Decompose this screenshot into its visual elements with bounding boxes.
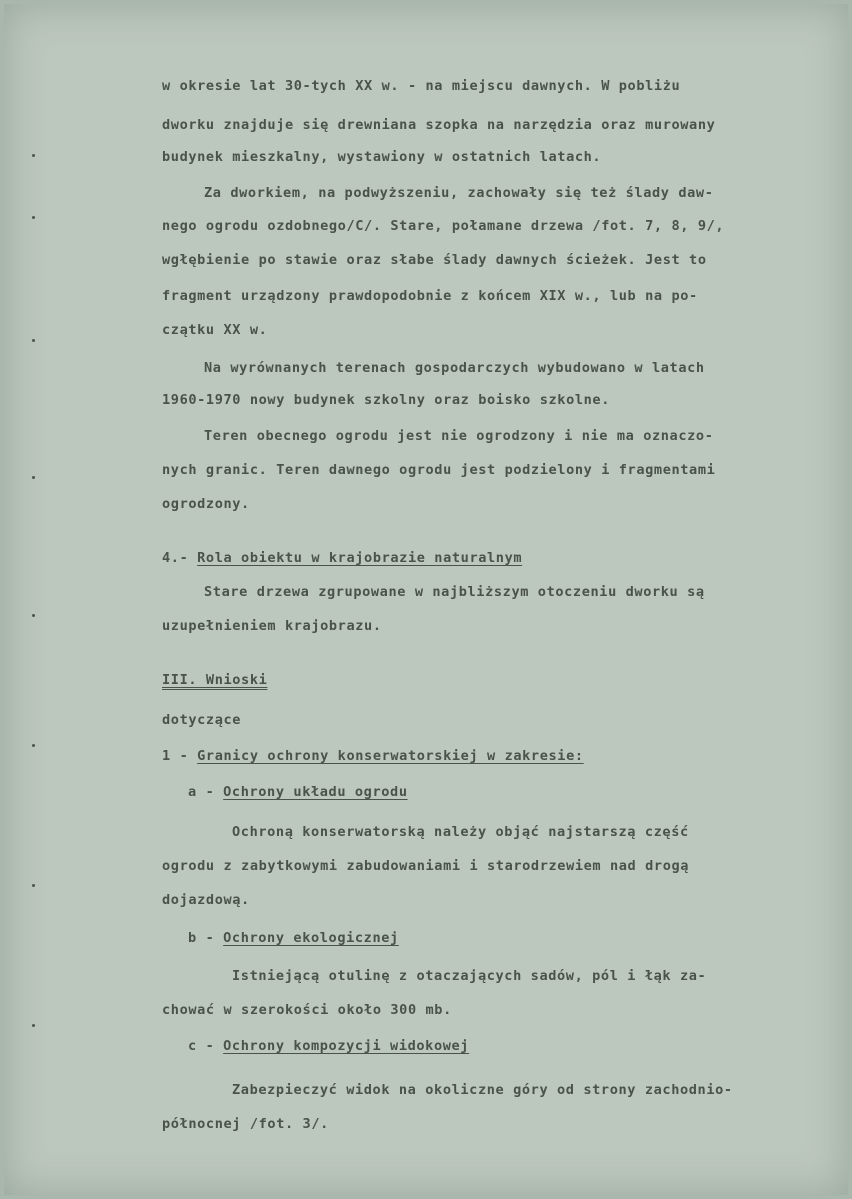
margin-dot <box>32 1024 35 1027</box>
body-text-line: w okresie lat 30-tych XX w. - na miejscu dawnych. W pobliżu <box>162 78 681 94</box>
body-text-line: nego ogrodu ozdobnego/C/. Stare, połamane drzewa /fot. 7, 8, 9/, <box>162 218 725 234</box>
document-page <box>4 4 848 1195</box>
body-text-line: północnej /fot. 3/. <box>162 1116 329 1132</box>
subitem-letter: b - <box>188 930 224 946</box>
margin-dot <box>32 614 35 617</box>
body-text-line: ogrodzony. <box>162 496 250 512</box>
chapter-heading: III. Wnioski <box>162 672 268 688</box>
subitem-title: Ochrony ekologicznej <box>223 930 399 946</box>
section-number: 4.- <box>162 550 198 566</box>
list-item-heading <box>162 748 584 764</box>
subitem-title: Ochrony układu ogrodu <box>223 784 408 800</box>
body-text-line: Na wyrównanych terenach gospodarczych wybudowano w latach <box>204 360 705 376</box>
subitem-title: Ochrony kompozycji widokowej <box>223 1038 470 1054</box>
body-text-line: Stare drzewa zgrupowane w najbliższym otoczeniu dworku są <box>204 584 705 600</box>
margin-dot <box>32 884 35 887</box>
margin-dot <box>32 476 35 479</box>
body-text-line: dworku znajduje się drewniana szopka na narzędzia oraz murowany <box>162 117 716 133</box>
body-text-line: nych granic. Teren dawnego ogrodu jest podzielony i fragmentami <box>162 462 716 478</box>
subitem-heading <box>188 930 399 946</box>
subitem-heading <box>188 784 408 800</box>
body-text-line: 1960-1970 nowy budynek szkolny oraz boisko szkolne. <box>162 392 610 408</box>
margin-dot <box>32 154 35 157</box>
section-heading <box>162 550 522 566</box>
body-text-line: Zabezpieczyć widok na okoliczne góry od strony zachodnio- <box>232 1082 733 1098</box>
body-text-line: czątku XX w. <box>162 322 268 338</box>
list-item-number: 1 - <box>162 748 198 764</box>
body-text-line: dojazdową. <box>162 892 250 908</box>
subitem-letter: c - <box>188 1038 224 1054</box>
body-text-line: dotyczące <box>162 712 242 728</box>
section-title: Rola obiektu w krajobrazie naturalnym <box>197 550 523 566</box>
body-text-line: Istniejącą otulinę z otaczających sadów, pól i łąk za- <box>232 968 707 984</box>
body-text-line: Teren obecnego ogrodu jest nie ogrodzony i nie ma oznaczo- <box>204 428 714 444</box>
subitem-heading <box>188 1038 469 1054</box>
body-text-line: chować w szerokości około 300 mb. <box>162 1002 452 1018</box>
body-text-line: fragment urządzony prawdopodobnie z końcem XIX w., lub na po- <box>162 288 698 304</box>
margin-dot <box>32 216 35 219</box>
body-text-line: Ochroną konserwatorską należy objąć najstarszą część <box>232 824 689 840</box>
margin-dot <box>32 339 35 342</box>
body-text-line: budynek mieszkalny, wystawiony w ostatnich latach. <box>162 149 602 165</box>
body-text-line: uzupełnieniem krajobrazu. <box>162 618 382 634</box>
body-text-line: Za dworkiem, na podwyższeniu, zachowały się też ślady daw- <box>204 185 714 201</box>
body-text-line: ogrodu z zabytkowymi zabudowaniami i starodrzewiem nad drogą <box>162 858 690 874</box>
body-text-line: wgłębienie po stawie oraz słabe ślady dawnych ścieżek. Jest to <box>162 252 707 268</box>
list-item-title: Granicy ochrony konserwatorskiej w zakresie: <box>197 748 584 764</box>
margin-dot <box>32 744 35 747</box>
subitem-letter: a - <box>188 784 224 800</box>
